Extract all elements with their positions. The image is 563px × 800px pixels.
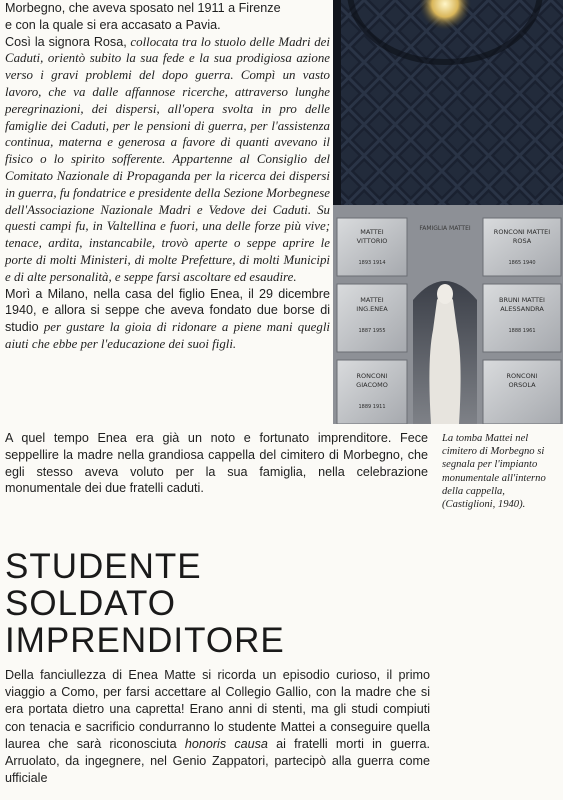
paragraph-quote: per gustare la gioia di ridonare a piene mani quegli aiuti che ebbe per l'educazione dei suoi figli. [5,320,330,351]
plaque-name-text: BRUNI MATTEI [499,296,545,304]
paragraph-lead: Così la signora Rosa, [5,34,127,49]
plaque-name-text: RONCONI [356,372,388,380]
section-text-b: ai fratelli morti in guerra. Arruolato, da ingegnere, nel Genio Zappatori, partecipò alla guerra come ufficiale [5,736,430,786]
plaque-name-text: ALESSANDRA [500,305,544,313]
tomb-photo-illustration [333,0,563,424]
section-heading [5,548,285,659]
plaque-name-text: ROSA [512,237,532,245]
text-line: Morbegno, che aveva sposato nel 1911 a Firenze [5,1,281,15]
heading-line: STUDENTE [5,547,202,586]
photo-caption: La tomba Mattei nel cimitero di Morbegno si segnala per l'impianto monumentale all'interno della cappella, (Castiglioni, 1940). [442,433,546,511]
section-body [5,667,430,787]
main-text-column [5,0,330,353]
paragraph-rosa [5,34,330,286]
section-paragraph [5,667,430,787]
heading-line: SOLDATO [5,584,177,623]
plaque-dates-text: 1887 1955 [358,328,386,334]
text-line: e con la quale si era accasato a Pavia. [5,17,221,32]
paragraph-lead: Morì a Milano, nella casa del figlio Enea, il 29 dicembre 1940, e allora si seppe che aveva fondato due borse di studio [5,286,330,335]
inscription-text: FAMIGLIA MATTEI [419,225,471,232]
plaque-dates-text: 1893 1914 [358,260,386,266]
paragraph-intro [5,0,330,34]
plaque-name-text: MATTEI [360,228,384,236]
plaque-name-text: ING.ENEA [356,305,388,313]
heading-line: IMPRENDITORE [5,621,285,660]
paragraph-death [5,286,330,353]
paragraph-body: collocata tra lo stuolo delle Madri dei Caduti, orientò subito la sua fede e la sua prodigiosa azione verso i gravi problemi del dopo guerra. Compì un vasto lavoro, che va dalle affannose ricerche, attraverso lunghe peregrinazioni, dei dispersi, all'opera svolta in pro delle famiglie dei Caduti, per le pensioni di guerra, per l'assistenza continua, materna e generosa a favore di quanti avevano il fisico o lo spirito sofferente. Appartenne al Consiglio del Comitato Nazionale di Propaganda per la ricerca dei dispersi in guerra, fu fondatrice e presidente della Sezione Morbegnese dell'Associazione Nazionale Madri e Vedove dei Caduti. Su questi campi fu, in Valtellina e fuori, una delle forze più vive; tenace, ardita, instancabile, trovò aperte o seppe aprire le porte di molti Ministeri, di molte Prefetture, di molti Municipi e di alte personalità, e seppe farsi ascoltare ed esaudire. [5,34,330,284]
plaque-dates-text: 1888 1961 [508,328,536,334]
plaque-dates-text: 1865 1940 [508,260,536,266]
plaque-name-text: MATTEI [360,296,384,304]
section-text-italic: honoris causa [184,736,268,751]
plaque-name-text: RONCONI MATTEI [493,228,551,236]
plaque-name-text: ORSOLA [508,381,536,389]
paragraph-burial [5,430,428,497]
plaque-name-text: GIACOMO [356,381,388,389]
plaque-dates-text: 1889 1911 [358,404,386,410]
tomb-photo [333,0,563,424]
paragraph-burial-text: A quel tempo Enea era già un noto e fortunato imprenditore. Fece seppellire la madre nella grandiosa cappella del cimitero di Morbegno, che egli stesso aveva voluto per la sua famiglia, nella celebrazione monumentale dei due fratelli caduti. [5,431,428,496]
plaque-name-text: VITTORIO [356,237,388,245]
plaque-name-text: RONCONI [506,372,538,380]
section-text-a: Della fanciullezza di Enea Matte si ricorda un episodio curioso, il primo viaggio a Como, per farsi accettare al Collegio Gallio, con la madre che si era portata dietro una capretta! Erano anni di stenti, ma gli studi compiuti con tenacia e sacrificio condurranno lo studente Mattei a conseguire quella laurea che sarà riconosciuta [5,668,430,751]
